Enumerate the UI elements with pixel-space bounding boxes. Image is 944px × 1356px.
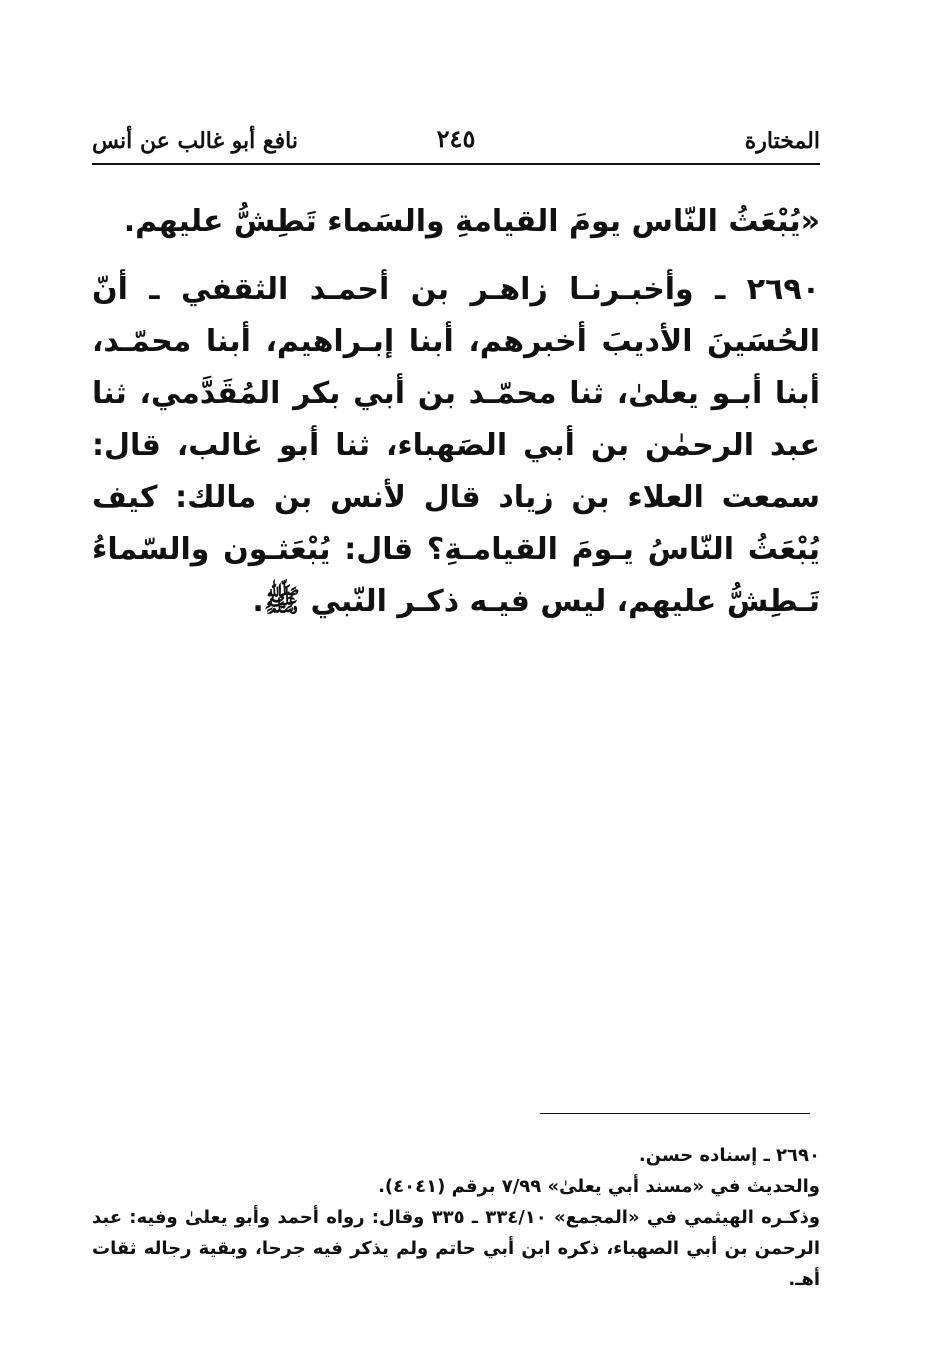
quote-line: «يُبْعَثُ النّاس يومَ القيامةِ والسَماء تَطِشُّ عليهم. <box>123 204 820 239</box>
page-number: ٢٤٥ <box>436 124 476 153</box>
footnote-line: والحديث في «مسند أبي يعلىٰ» ٧/٩٩ برقم (٤٠٤١). <box>378 1176 820 1197</box>
main-text <box>92 196 820 628</box>
footnote-separator <box>540 1113 810 1114</box>
footnote-line: وذكـره الهيثمي في «المجمع» ٣٣٤/١٠ ـ ٣٣٥ وقال: رواه أحمد وأبو يعلىٰ وفيه: عبد الرحمن بن أبي الصهباء، ذكره ابن أبي حاتم ولم يذكر فيه جرحا، وبقية رجاله ثقات أهـ. <box>92 1207 821 1290</box>
running-header <box>92 122 820 166</box>
hadith-text: ـ وأخبـرنـا زاهـر بن أحمـد الثقفي ـ أنّ الحُسَينَ الأديبَ أخبرهم، أبنا إبـراهيم، أبنا محمّـد، أبنا أبـو يعلىٰ، ثنا محمّـد بن أبي بكر المُقَدَّمي، ثنا عبد الرحمٰن بن أبي الصَهباء، ثنا أبو غالب، قال: سمعت العلاء بن زياد قال لأنس بن مالك: كيف يُبْعَثُ النّاسُ يـومَ القيامـةِ؟ قال: يُبْعَثـون والسّماءُ تَـطِشُّ عليهم، ليس فيـه ذكـر النّبي ﷺ. <box>92 272 820 619</box>
chapter-title: نافع أبو غالب عن أنس <box>92 128 298 154</box>
book-title: المختارة <box>744 128 820 154</box>
footnotes <box>92 1140 820 1295</box>
footnote-line: ٢٦٩٠ ـ إسناده حسن. <box>638 1145 820 1166</box>
hadith-paragraph <box>92 264 820 628</box>
hadith-number: ٢٦٩٠ <box>746 272 821 307</box>
header-rule <box>92 163 820 165</box>
